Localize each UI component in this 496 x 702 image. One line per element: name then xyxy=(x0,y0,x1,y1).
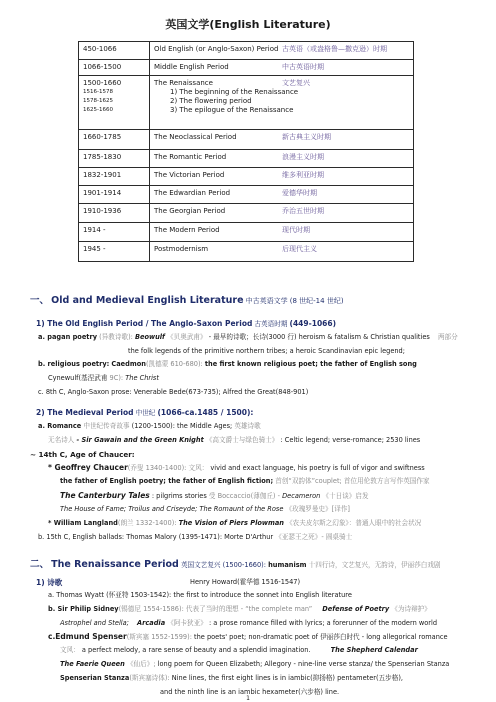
period-name-zh: 古英语（或盎格鲁—撒克逊）时期 xyxy=(282,45,387,53)
period-name-zh: 现代时期 xyxy=(282,226,310,234)
subperiod-years: 1516-1578 xyxy=(83,89,113,95)
subperiod-name: 2) The flowering period xyxy=(170,97,252,105)
period-name-cell xyxy=(150,204,414,223)
period-name-cell xyxy=(150,150,414,168)
period-name: The Georgian Period xyxy=(154,207,226,215)
old-english-subheading: 1) The Old English Period / The Anglo-Saxon Period 古英语时期 (449-1066) xyxy=(36,319,337,328)
period-name-cell xyxy=(150,76,414,130)
anglo-saxon-prose-line: c. 8th C, Anglo-Saxon prose: Venerable Bede(673-735); Alfred the Great(848-901) xyxy=(38,388,309,396)
pagan-poetry-line: a. pagan poetry (异教诗歌): Beowulf 《贝奥武甫》 - 最早的诗歌；长诗(3000 行) heroism & fatalism & Christian qualities 两部分 xyxy=(38,333,458,341)
period-years-cell xyxy=(79,223,150,242)
period-row xyxy=(79,60,414,76)
periods-table xyxy=(78,41,414,262)
sidney-line: b. Sir Philip Sidney(锡德尼 1554-1586): 代表了当时的理想 - “the complete man” Defense of Poetry 《为诗辩护》 xyxy=(48,605,431,613)
period-row xyxy=(79,186,414,204)
period-name-cell xyxy=(150,186,414,204)
period-years-cell xyxy=(79,60,150,76)
period-name-cell xyxy=(150,242,414,262)
poetry-subheading: 1) 诗歌 xyxy=(36,578,63,587)
wyatt-line: a. Thomas Wyatt (怀亚特 1503-1542): the first to introduce the sonnet into English literature xyxy=(48,591,352,599)
period-years: 450-1066 xyxy=(83,45,117,53)
gawain-line: 无名诗人 - Sir Gawain and the Green Knight 《高文爵士与绿色骑士》 : Celtic legend; verse-romance; 2530 lines xyxy=(48,436,421,444)
spenser-style-line: 文风： a perfect melody, a rare sense of beauty and a splendid imagination. The Shepherd Calendar xyxy=(60,646,418,654)
period-years-cell xyxy=(79,242,150,262)
spenserian-stanza-line: Spenserian Stanza(斯宾塞诗体): Nine lines, the first eight lines is in iambic(抑扬格) pentameter(五步格), xyxy=(60,674,404,682)
romance-line: a. Romance 中世纪传奇故事 (1200-1500): the Middle Ages; 英雄诗歌 xyxy=(38,422,261,430)
period-years-cell xyxy=(79,76,150,130)
subperiod-years: 1578-1625 xyxy=(83,98,113,104)
period-name: The Edwardian Period xyxy=(154,189,231,197)
canterbury-line: The Canterbury Tales : pilgrims stories 受 Boccaccio(薄伽丘) - Decameron 《十日谈》启发 xyxy=(60,491,369,500)
period-name-cell xyxy=(150,130,414,150)
period-name-zh: 爱德华时期 xyxy=(282,189,317,197)
ballads-line: b. 15th C, English ballads: Thomas Malory (1395-1471): Morte D'Arthur 《亚瑟王之死》- 圆桌骑士 xyxy=(38,533,353,541)
period-years: 1066-1500 xyxy=(83,63,122,71)
period-name-zh: 维多利亚时期 xyxy=(282,171,324,179)
subperiod-name: 1) The beginning of the Renaissance xyxy=(170,88,299,96)
period-name: The Romantic Period xyxy=(154,153,227,161)
pagan-poetry-cont: the folk legends of the primitive northern tribes; a heroic Scandinavian epic legend; xyxy=(128,347,405,355)
period-row xyxy=(79,76,414,130)
langland-line: * William Langland(朗兰 1332-1400): The Vision of Piers Plowman 《农夫皮尔斯之幻象》：普通人眼中的社会状况 xyxy=(48,519,422,527)
period-years: 1660-1785 xyxy=(83,133,122,141)
cynewulf-line: Cynewulf(基涅武甫 9C): The Christ xyxy=(48,374,159,382)
period-years: 1832-1901 xyxy=(83,171,122,179)
period-row xyxy=(79,42,414,60)
spenserian-stanza-cont: and the ninth line is an iambic hexameter(六步格) line. xyxy=(160,688,340,696)
period-row xyxy=(79,242,414,262)
chaucer-father-line: the father of English poetry; the father of English fiction; 首创“双韵体”couplet; 首位用伦敦方言写作英国作家 xyxy=(60,477,430,485)
period-row xyxy=(79,168,414,186)
age-of-chaucer-line: ~ 14th C, Age of Chaucer: xyxy=(30,450,135,459)
period-years: 1910-1936 xyxy=(83,207,122,215)
period-name: Middle English Period xyxy=(154,63,229,71)
henry-howard-note: Henry Howard(霍华德 1516-1547) xyxy=(190,578,301,586)
period-years: 1901-1914 xyxy=(83,189,122,197)
period-name-zh: 新古典主义时期 xyxy=(282,133,331,141)
medieval-subheading: 2) The Medieval Period 中世纪 (1066-ca.1485 / 1500): xyxy=(36,408,254,417)
period-years: 1945 - xyxy=(83,245,106,253)
period-row xyxy=(79,150,414,168)
period-name-zh: 文艺复兴 xyxy=(282,79,310,87)
period-years: 1785-1830 xyxy=(83,153,122,161)
period-name-zh: 乔治五世时期 xyxy=(282,207,324,215)
period-years: 1500-1660 xyxy=(83,79,122,87)
period-years-cell xyxy=(79,204,150,223)
period-years-cell xyxy=(79,186,150,204)
subperiod-name: 3) The epilogue of the Renaissance xyxy=(170,106,294,114)
period-name-cell xyxy=(150,42,414,60)
period-name-zh: 后现代主义 xyxy=(282,245,317,253)
period-years-cell xyxy=(79,130,150,150)
faerie-queen-line: The Faerie Queen 《仙后》; long poem for Queen Elizabeth; Allegory - nine-line verse stanza/ the Spenserian Stanza xyxy=(60,660,450,668)
period-years: 1914 - xyxy=(83,226,106,234)
period-name: The Victorian Period xyxy=(154,171,225,179)
period-name-cell xyxy=(150,60,414,76)
period-name: The Neoclassical Period xyxy=(154,133,237,141)
section-2-heading: 二、 The Renaissance Period 英国文艺复兴 (1500-1660): humanism 十四行诗，文艺复兴，无韵诗，伊丽莎白戏剧 xyxy=(30,559,441,570)
period-years-cell xyxy=(79,168,150,186)
page-number: 1 xyxy=(246,695,250,702)
period-name-zh: 中古英语时期 xyxy=(282,63,324,71)
page-title: 英国文学(English Literature) xyxy=(165,18,331,31)
period-name-zh: 浪漫主义时期 xyxy=(282,153,324,161)
period-years-cell xyxy=(79,150,150,168)
spenser-line: c.Edmund Spenser(斯宾塞 1552-1599): the poets' poet; non-dramatic poet of 伊丽莎白时代 - long allegorical romance xyxy=(48,632,448,641)
subperiod-years: 1625-1660 xyxy=(83,107,113,113)
religious-poetry-line: b. religious poetry: Caedmon(凯德蒙 610-680): the first known religious poet; the father of English song xyxy=(38,360,417,368)
arcadia-line: Astrophel and Stella; Arcadia 《阿卡狄亚》 : a prose romance filled with lyrics; a forerunner of the modern world xyxy=(60,619,438,627)
period-name: The Renaissance xyxy=(154,79,213,87)
chaucer-line: * Geoffrey Chaucer(乔叟 1340-1400): 文风： vivid and exact language, his poetry is full of vigor and swiftness xyxy=(48,463,425,472)
section-1-heading: 一、 Old and Medieval English Literature 中古英语文学 (8 世纪-14 世纪) xyxy=(30,295,344,306)
period-name-cell xyxy=(150,223,414,242)
period-row xyxy=(79,223,414,242)
period-name-cell xyxy=(150,168,414,186)
period-name: Postmodernism xyxy=(154,245,209,253)
other-chaucer-works: The House of Fame; Troilus and Criseyde; The Romaunt of the Rose 《玫瑰罗曼史》[译作] xyxy=(60,505,351,513)
period-row xyxy=(79,130,414,150)
period-years-cell xyxy=(79,42,150,60)
period-row xyxy=(79,204,414,223)
period-name: The Modern Period xyxy=(154,226,220,234)
period-name: Old English (or Anglo-Saxon) Period xyxy=(154,45,279,53)
